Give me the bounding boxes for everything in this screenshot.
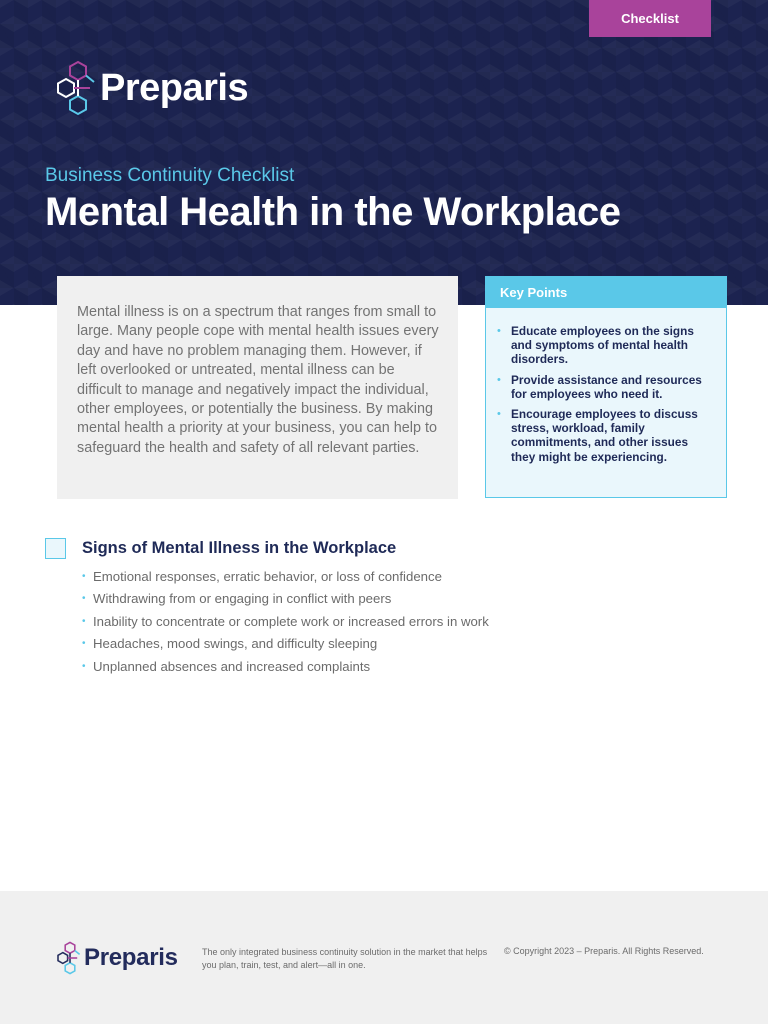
list-item [497, 324, 708, 367]
key-point-text: Encourage employees to discuss stress, workload, family commitments, and other issues they might be experiencing. [511, 407, 698, 464]
footer-brand-logo[interactable] [56, 940, 178, 976]
intro-text: Mental illness is on a spectrum that ranges from small to large. Many people cope with mental health issues every day and have no problem managing them. However, if left overlooked or untreated, mental illness can be difficult to manage and negatively impact the individual, other employees, or potentially the business. By making mental health a priority at your business, you can help to safeguard the health and safety of all relevant parties. [77, 304, 439, 456]
key-points-heading: Key Points [486, 277, 726, 308]
signs-list [82, 565, 735, 678]
preparis-hexagon-logo-icon [56, 940, 84, 976]
footer-copyright: © Copyright 2023 – Preparis. All Rights Reserved. [504, 946, 704, 956]
bullet-dot-icon: • [82, 660, 86, 672]
checkbox-icon[interactable] [45, 538, 66, 559]
key-point-text: Educate employees on the signs and symptoms of mental health disorders. [511, 324, 694, 367]
bullet-dot-icon: • [82, 615, 86, 627]
key-points-panel [485, 276, 727, 498]
key-point-text: Provide assistance and resources for employees who need it. [511, 372, 702, 401]
bullet-dot-icon: • [497, 408, 501, 421]
key-points-list [486, 308, 726, 464]
sign-text: Emotional responses, erratic behavior, or loss of confidence [93, 568, 442, 584]
list-item [82, 610, 735, 633]
list-item [82, 633, 735, 656]
sign-text: Inability to concentrate or complete work or increased errors in work [93, 613, 489, 629]
sign-text: Unplanned absences and increased complaints [93, 658, 371, 674]
bullet-dot-icon: • [82, 593, 86, 605]
bullet-dot-icon: • [497, 325, 501, 337]
bullet-dot-icon: • [82, 638, 86, 650]
footer-tagline: The only integrated business continuity solution in the market that helps you plan, train, test, and alert—all in one. [202, 947, 488, 970]
sign-text: Withdrawing from or engaging in conflict with peers [93, 591, 392, 607]
checklist-badge: Checklist [589, 0, 711, 37]
section-title: Signs of Mental Illness in the Workplace [82, 539, 397, 557]
brand-name: Preparis [100, 66, 249, 109]
sign-text: Headaches, mood swings, and difficulty sleeping [93, 636, 378, 652]
list-item [82, 565, 735, 588]
bullet-dot-icon: • [82, 570, 86, 582]
section-header [45, 538, 735, 559]
brand-logo[interactable] [56, 58, 248, 118]
preparis-hexagon-logo-icon [56, 58, 100, 118]
page-title: Mental Health in the Workplace [45, 190, 621, 234]
list-item [82, 655, 735, 678]
list-item [82, 588, 735, 611]
bullet-dot-icon: • [497, 373, 501, 386]
signs-section [45, 538, 735, 678]
list-item [497, 407, 708, 464]
list-item [497, 373, 708, 401]
document-kicker: Business Continuity Checklist [45, 165, 295, 186]
hero-banner [0, 0, 768, 305]
intro-panel [57, 276, 458, 499]
footer [0, 891, 768, 1024]
footer-brand-name: Preparis [84, 944, 178, 971]
